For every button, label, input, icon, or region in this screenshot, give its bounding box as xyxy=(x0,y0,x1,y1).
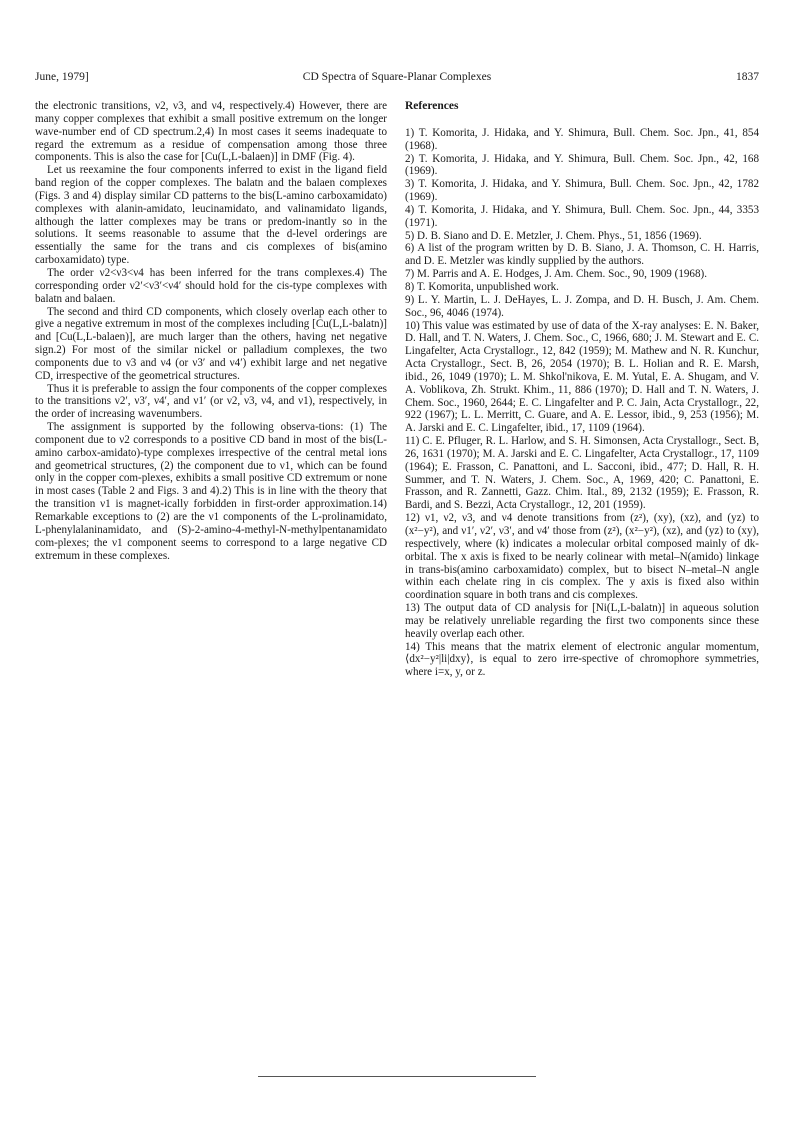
references-heading: References xyxy=(405,100,459,112)
reference-item: 10) This value was estimated by use of data of the X-ray analyses: E. N. Baker, D. Hall, and T. N. Waters, J. Chem. Soc., C, 1966, 680; J. M. Stewart and E. C. Lingafelter, Acta Crystallogr., 12, 842 (1959); M. Mathew and N. R. Kunchur, Acta Crystallogr., Sect. B, 26, 2054 (1970); B. L. Holian and R. E. Marsh, ibid., 26, 1049 (1970); L. M. Shkol'nikova, E. M. Yutal, E. A. Shugam, and V. A. Voblikova, Zh. Strukt. Khim., 11, 886 (1970); D. Hall and T. N. Waters, J. Chem. Soc., 1960, 2644; E. C. Lingafelter and P. C. Jain, Acta Crystallogr., 22, 922 (1967); L. L. Merritt, C. Guare, and A. E. Lessor, ibid., 9, 253 (1956); M. A. Jarski and E. C. Lingafelter, ibid., 17, 1109 (1964). xyxy=(405,319,759,435)
reference-item: 13) The output data of CD analysis for [Ni(L,L-balatn)] in aqueous solution may be relatively unreliable regarding the first two components since these heavily overlap each other. xyxy=(405,602,759,640)
reference-item: 8) T. Komorita, unpublished work. xyxy=(405,280,559,293)
header-date: June, 1979] xyxy=(35,71,89,83)
reference-item: 11) C. E. Pfluger, R. L. Harlow, and S. H. Simonsen, Acta Crystallogr., Sect. B, 26, 1631 (1970); M. A. Jarski and E. C. Lingafelter, Acta Crystallogr., 17, 1109 (1964); E. Frasson, C. Panattoni, and L. Sacconi, ibid., 477; D. Hall, R. H. Summer, and T. N. Waters, J. Chem. Soc., A, 1969, 420; C. Panattoni, E. Frasson, and R. Zannetti, Gazz. Chim. Ital., 89, 2132 (1959); E. Frasson, R. Bardi, and S. Bezzi, Acta Crystallogr., 12, 201 (1959). xyxy=(405,435,759,512)
reference-item: 9) L. Y. Martin, L. J. DeHayes, L. J. Zompa, and D. H. Busch, J. Am. Chem. Soc., 96, 4046 (1974). xyxy=(405,293,759,319)
reference-item: 12) ν1, ν2, ν3, and ν4 denote transitions from (z²), (xy), (xz), and (yz) to (x²−y²), and ν1′, ν2′, ν3′, and ν4′ those from (z²), (x²−y²), (xz), and (yz) to (xy), respectively, where (k) indicates a molecular orbital composed mainly of dk-orbital. The x axis is fixed to be nearly colinear with metal–N(amido) linkage in trans-bis(amino carboxamidato) complex, but to bisect N–metal–N angle within each chelate ring in cis complex. The y axis is fixed also within coordination square in both trans and cis complexes. xyxy=(405,512,759,602)
paragraph: Thus it is preferable to assign the four components of the copper complexes to the transitions ν2′, ν3′, ν4′, and ν1′ (or ν2, ν3, ν4, and ν1), respectively, in the order of increasing wavenumbers. xyxy=(35,382,387,421)
references-column xyxy=(405,100,759,679)
reference-item: 2) T. Komorita, J. Hidaka, and Y. Shimura, Bull. Chem. Soc. Jpn., 42, 168 (1969). xyxy=(405,152,759,178)
page-number: 1837 xyxy=(736,71,759,83)
paragraph: the electronic transitions, ν2, ν3, and ν4, respectively.4) However, there are many copper complexes that exhibit a small positive extremum on the longer wave-number end of CD spectrum.2,4) In most cases it seems inadequate to regard the extremum as a residue of compensation among those three components. This is also the case for [Cu(L,L-balaen)] in DMF (Fig. 4). xyxy=(35,100,387,164)
reference-item: 14) This means that the matrix element of electronic angular momentum, ⟨dx²−y²|li|dxy⟩, is equal to zero irre-spective of chromophore symmetries, where i=x, y, or z. xyxy=(405,640,759,679)
paragraph: The assignment is supported by the following observa-tions: (1) The component due to ν2 corresponds to a positive CD band in most of the bis(L-amino carbox-amidato)-type complexes irrespective of the central metal ions and geometrical structures, (2) the component due to ν1, which can be found only in the copper com-plexes, exhibits a small positive CD extremum or none in most cases (Table 2 and Figs. 3 and 4).2) This is in line with the theory that the transition ν1 is magnet-ically forbidden in first-order approximation.14) Remarkable exceptions to (2) are the ν1 components of the L-prolinamidato, L-phenylalaninamidato, and (S)-2-amino-4-methyl-N-methylpentanamidato com-plexes; the ν1 component seems to correspond to a large negative CD extremum in these complexes. xyxy=(35,421,387,562)
end-rule xyxy=(258,1076,536,1077)
reference-item: 7) M. Parris and A. E. Hodges, J. Am. Chem. Soc., 90, 1909 (1968). xyxy=(405,268,707,281)
running-header xyxy=(35,71,759,87)
body-text-column xyxy=(35,100,387,562)
paragraph: The order ν2<ν3<ν4 has been inferred for the trans complexes.4) The corresponding order ν2′<ν3′<ν4′ should hold for the cis-type complexes with balatn and balaen. xyxy=(35,266,387,305)
paragraph: Let us reexamine the four components inferred to exist in the ligand field band region of the copper complexes. The balatn and the balaen complexes (Figs. 3 and 4) display similar CD patterns to the bis(L-amino carboxamidato) complexes with alanin-amidato, leucinamidato, and valinamidato ligands, although the latter complexes may be trans or predom-inantly so in the solutions. It seems reasonable to assume that the d-level orderings are essentially the same for the trans and cis complexes of bis(amino carboxamidato) type. xyxy=(35,164,387,267)
reference-item: 3) T. Komorita, J. Hidaka, and Y. Shimura, Bull. Chem. Soc. Jpn., 42, 1782 (1969). xyxy=(405,178,759,204)
reference-item: 5) D. B. Siano and D. E. Metzler, J. Chem. Phys., 51, 1856 (1969). xyxy=(405,229,702,242)
reference-item: 6) A list of the program written by D. B. Siano, J. A. Thomson, C. H. Harris, and D. E. Metzler was kindly supplied by the authors. xyxy=(405,242,759,268)
reference-item: 1) T. Komorita, J. Hidaka, and Y. Shimura, Bull. Chem. Soc. Jpn., 41, 854 (1968). xyxy=(405,126,759,152)
reference-item: 4) T. Komorita, J. Hidaka, and Y. Shimura, Bull. Chem. Soc. Jpn., 44, 3353 (1971). xyxy=(405,203,759,229)
header-title: CD Spectra of Square-Planar Complexes xyxy=(302,71,492,83)
paragraph: The second and third CD components, which closely overlap each other to give a negative extremum in most of the complexes including [Cu(L,L-balatn)] and [Cu(L,L-balaen)], are much larger than the others, having net negative sign.2) For most of the similar nickel or palladium complexes, the two components due to ν3 and ν4 (or ν3′ and ν4′) exhibit large and net negative CD, irrespective of the geometrical structures. xyxy=(35,305,387,382)
